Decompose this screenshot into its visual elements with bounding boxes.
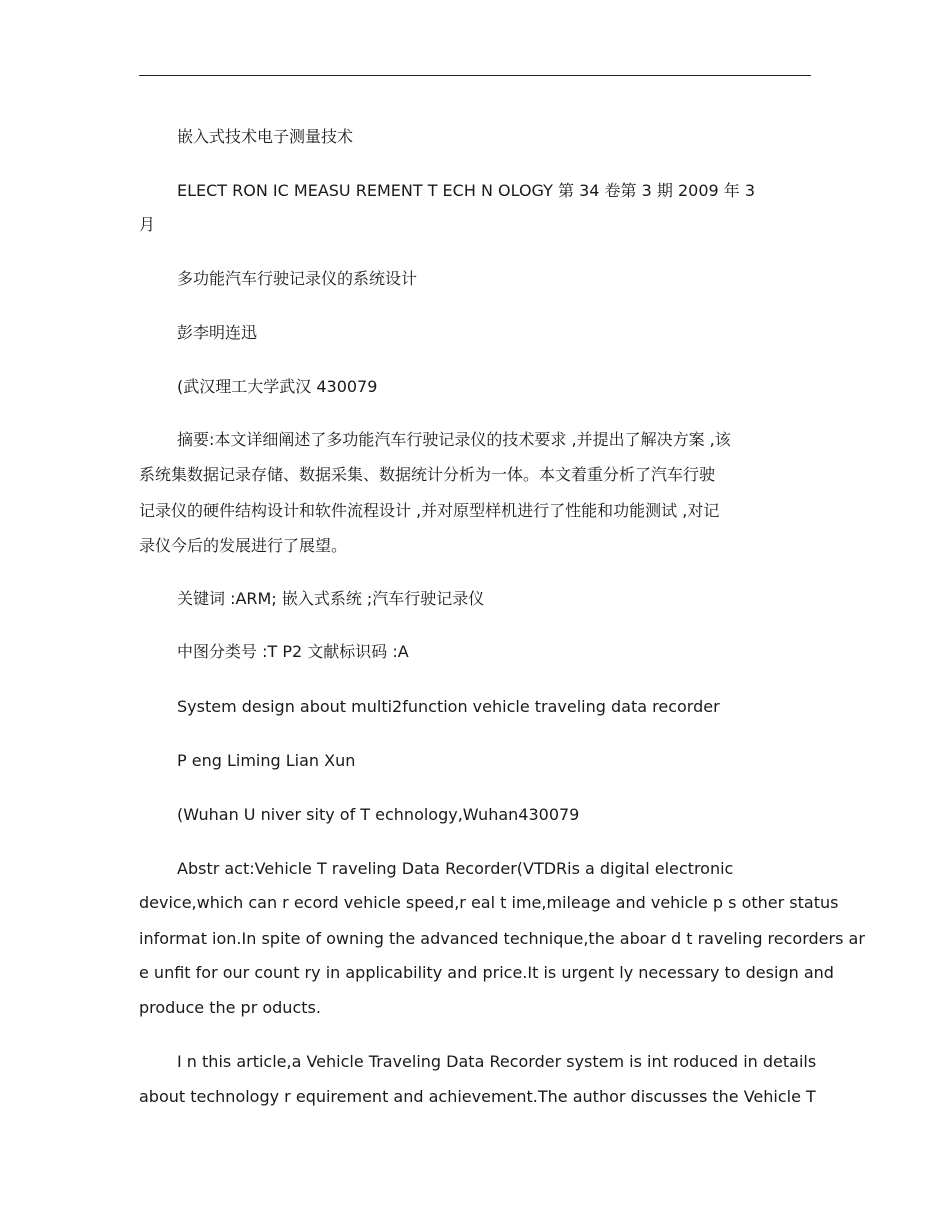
abstract-cn-line: 摘要:本文详细阐述了多功能汽车行驶记录仪的技术要求 ,并提出了解决方案 ,该: [177, 430, 731, 449]
journal-name-en-line2: 月: [139, 215, 156, 234]
authors-en: P eng Liming Lian Xun: [177, 751, 356, 770]
abstract-cn-line: 录仪今后的发展进行了展望。: [139, 536, 348, 555]
journal-name-cn: 嵌入式技术电子测量技术: [177, 127, 354, 146]
abstract-cn-line: 记录仪的硬件结构设计和软件流程设计 ,并对原型样机进行了性能和功能测试 ,对记: [139, 501, 720, 520]
intro-en-line: I n this article,a Vehicle Traveling Data Recorder system is int roduced in details: [177, 1052, 817, 1071]
affiliation-cn: (武汉理工大学武汉 430079: [177, 377, 378, 396]
abstract-en-line: informat ion.In spite of owning the advanced technique,the aboar d t raveling recorders ar: [139, 929, 865, 948]
abstract-en-line: Abstr act:Vehicle T raveling Data Recorder(VTDRis a digital electronic: [177, 859, 734, 878]
abstract-en-line: e unfit for our count ry in applicability and price.It is urgent ly necessary to design and: [139, 963, 834, 982]
intro-en-line: about technology r equirement and achievement.The author discusses the Vehicle T: [139, 1087, 816, 1106]
abstract-en-line: device,which can r ecord vehicle speed,r eal t ime,mileage and vehicle p s other status: [139, 893, 839, 912]
article-title-cn: 多功能汽车行驶记录仪的系统设计: [177, 269, 418, 288]
abstract-cn-line: 系统集数据记录存储、数据采集、数据统计分析为一体。本文着重分析了汽车行驶: [139, 465, 716, 484]
article-title-en: System design about multi2function vehicle traveling data recorder: [177, 697, 720, 716]
abstract-en-line: produce the pr oducts.: [139, 998, 321, 1017]
authors-cn: 彭李明连迅: [177, 323, 258, 342]
journal-name-en-line1: ELECT RON IC MEASU REMENT T ECH N OLOGY 第 34 卷第 3 期 2009 年 3: [177, 181, 756, 200]
affiliation-en: (Wuhan U niver sity of T echnology,Wuhan430079: [177, 805, 580, 824]
classification-cn: 中图分类号 :T P2 文献标识码 :A: [177, 642, 409, 661]
keywords-cn: 关键词 :ARM; 嵌入式系统 ;汽车行驶记录仪: [177, 589, 485, 608]
header-rule: [139, 75, 811, 76]
